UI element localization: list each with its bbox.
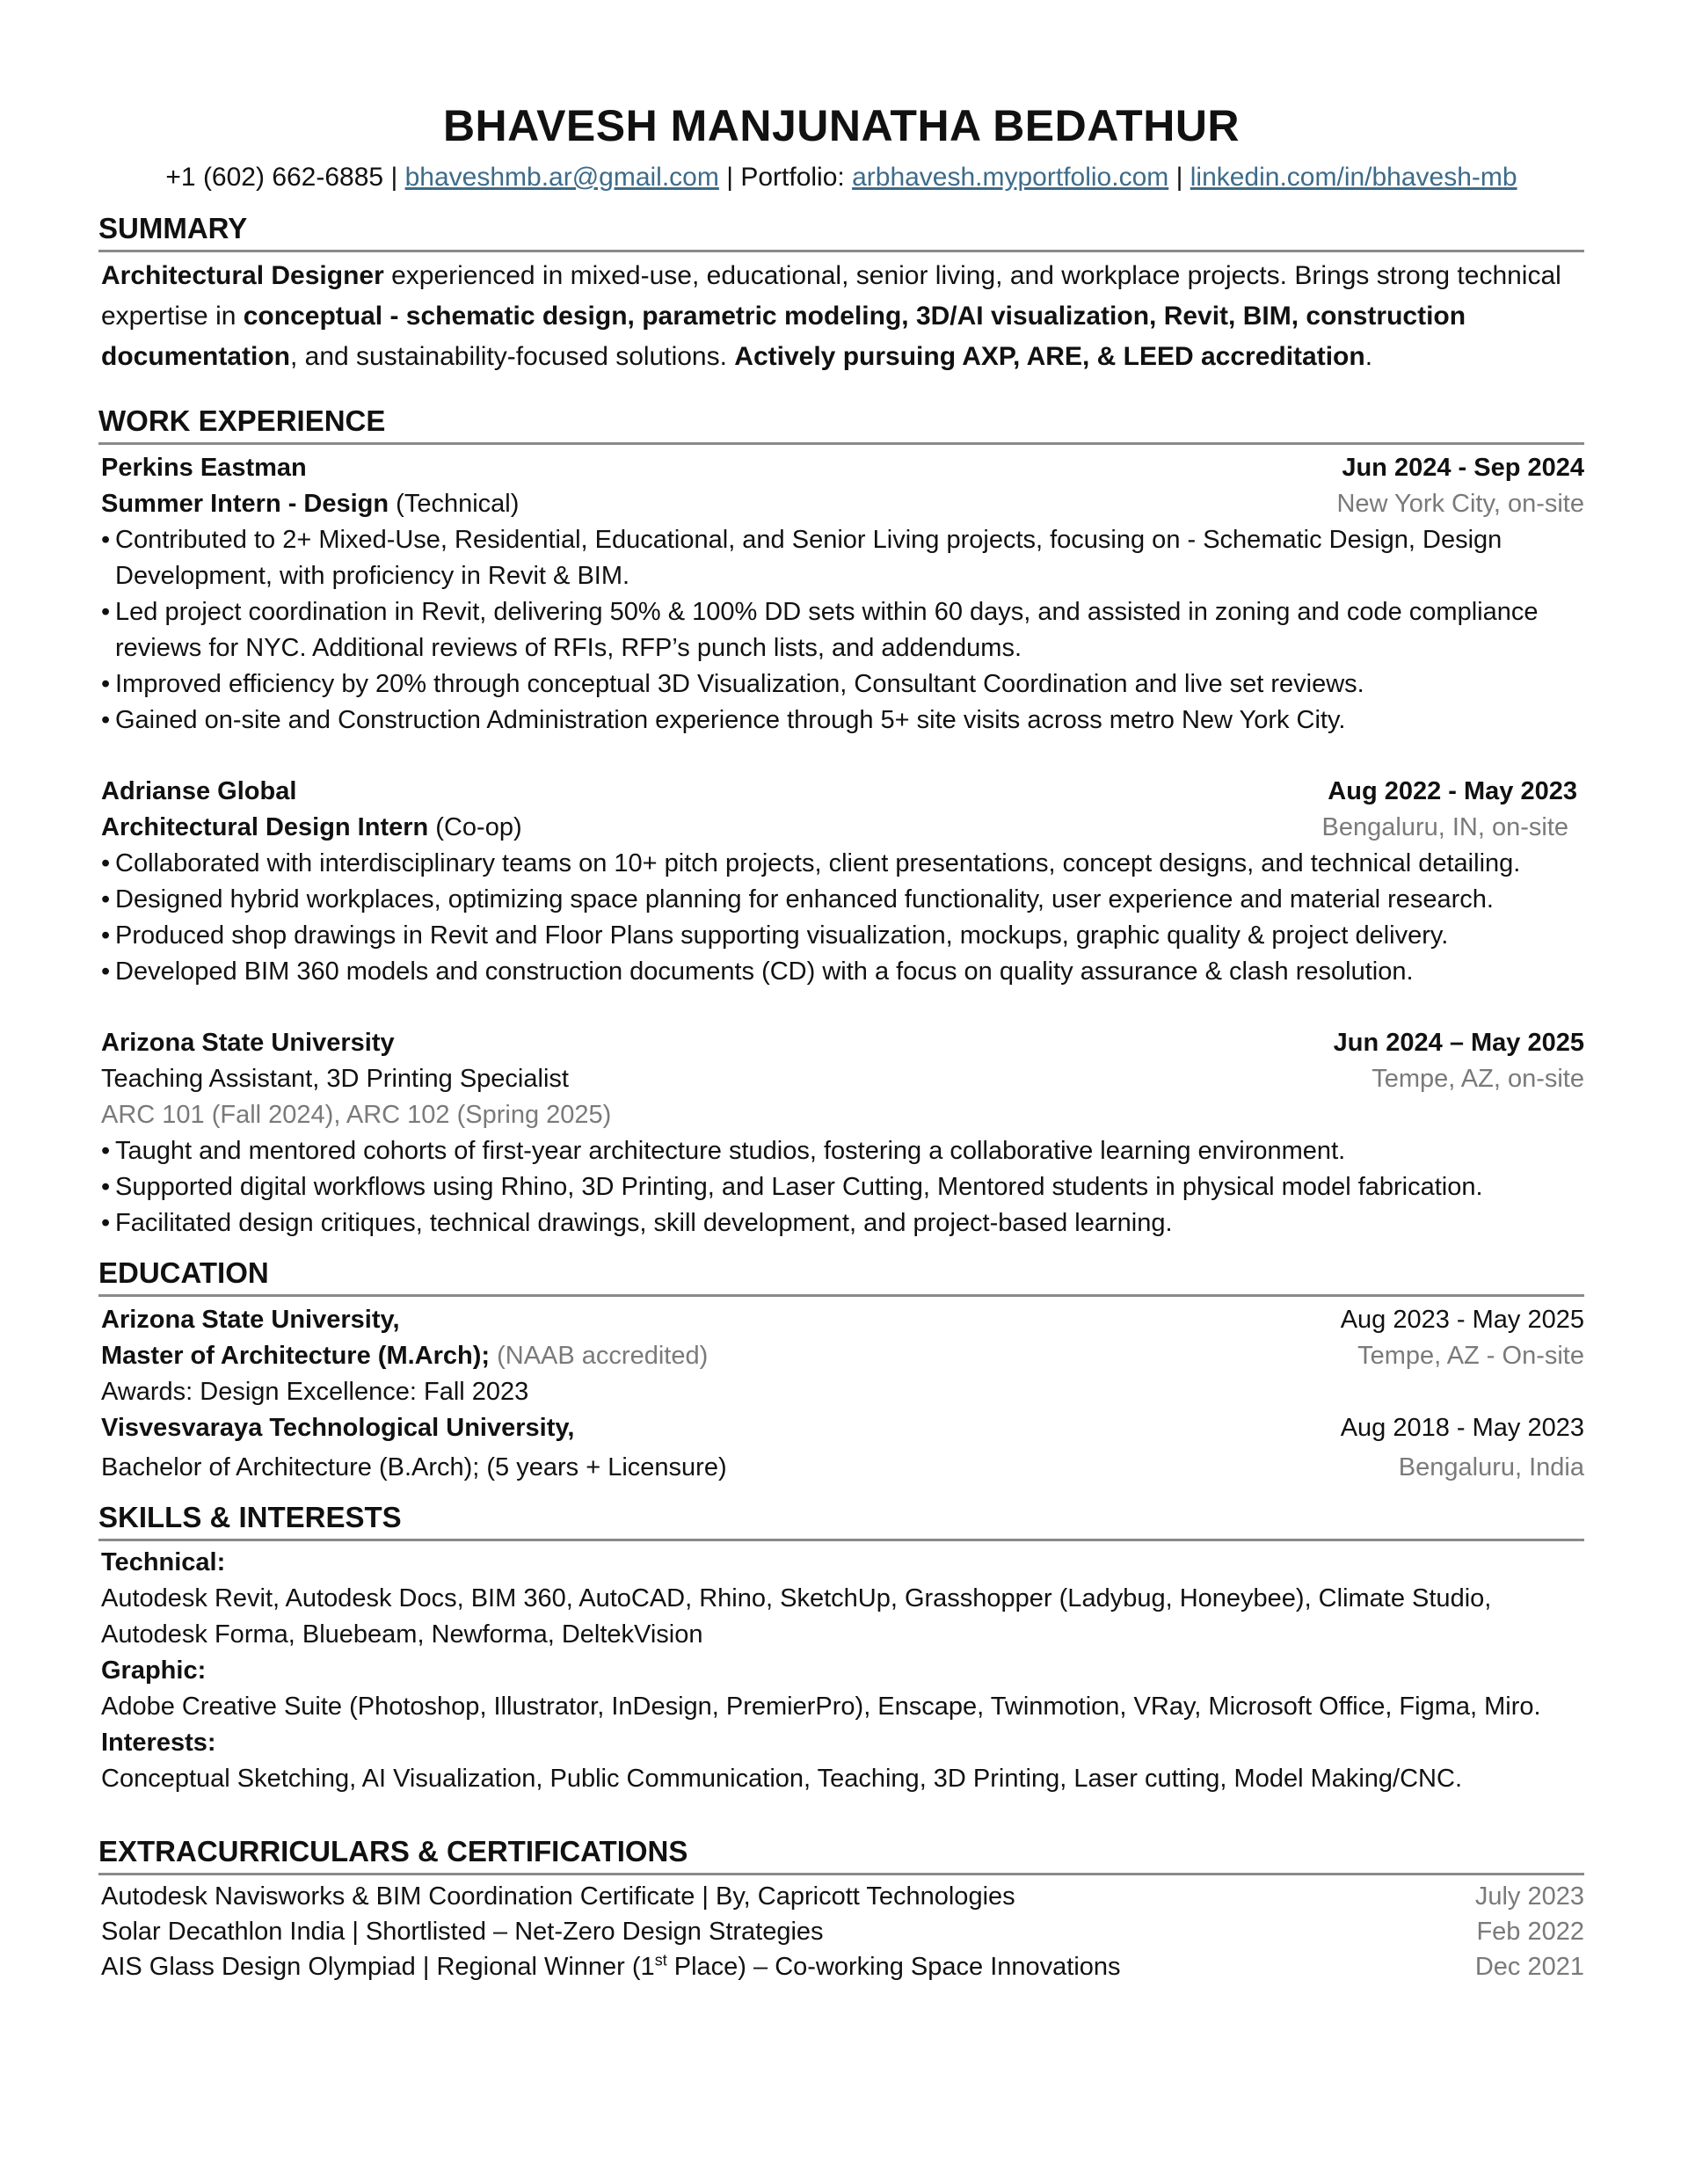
job-location: Bengaluru, IN, on-site <box>1321 813 1568 841</box>
ordinal-suffix: st <box>654 1951 667 1969</box>
job-role <box>101 810 522 846</box>
list-item: • Developed BIM 360 models and construction documents (CD) with a focus on quality assurance & clash resolution. <box>101 954 1584 990</box>
job-dates: Jun 2024 – May 2025 <box>1333 1029 1584 1057</box>
contact-line <box>98 158 1584 197</box>
awards: Awards: Design Excellence: Fall 2023 <box>101 1378 529 1406</box>
skills-label: Technical: <box>101 1548 226 1576</box>
certification-date: Feb 2022 <box>1476 1918 1584 1946</box>
job-perkins <box>98 450 1584 739</box>
summary-text: , and sustainability-focused solutions. <box>290 342 735 371</box>
company-name: Arizona State University <box>101 1029 395 1057</box>
list-item <box>101 1914 1584 1949</box>
summary-paragraph <box>98 256 1584 377</box>
job-location: Tempe, AZ, on-site <box>1372 1065 1584 1093</box>
certification-date: Dec 2021 <box>1474 1953 1584 1981</box>
separator: | <box>726 163 733 192</box>
role-type: (Technical) <box>389 490 520 518</box>
job-bullets <box>101 846 1584 990</box>
list-item: • Taught and mentored cohorts of first-year architecture studios, fostering a collaborative learning environment. <box>101 1133 1584 1169</box>
school-location: Bengaluru, India <box>1398 1453 1584 1481</box>
school-location: Tempe, AZ - On-site <box>1357 1342 1584 1370</box>
linkedin-link[interactable]: linkedin.com/in/bhavesh-mb <box>1190 163 1517 192</box>
school-name: Visvesvaraya Technological University, <box>101 1414 575 1442</box>
education-list <box>98 1302 1584 1486</box>
skills-label: Interests: <box>101 1729 216 1757</box>
summary-heading: SUMMARY <box>98 209 1584 252</box>
courses: ARC 101 (Fall 2024), ARC 102 (Spring 2025) <box>101 1101 612 1129</box>
list-item: • Designed hybrid workplaces, optimizing space planning for enhanced functionality, user experience and material research. <box>101 882 1584 918</box>
role-title: Architectural Design Intern <box>101 813 429 841</box>
summary-text: Actively pursuing AXP, ARE, & LEED accreditation <box>734 342 1365 371</box>
candidate-name: BHAVESH MANJUNATHA BEDATHUR <box>442 101 1241 150</box>
separator: | <box>1175 163 1183 192</box>
course-list <box>101 1097 1584 1133</box>
list-item: • Supported digital workflows using Rhino, 3D Printing, and Laser Cutting, Mentored students in physical model fabrication. <box>101 1169 1584 1205</box>
summary-text: . <box>1364 342 1373 371</box>
separator: | <box>390 163 398 192</box>
certification-text: AIS Glass Design Olympiad | Regional Winner (1 <box>101 1953 655 1981</box>
job-bullets <box>101 522 1584 739</box>
job-role-row <box>101 1061 1584 1097</box>
job-role-row <box>101 810 1584 846</box>
company-name: Perkins Eastman <box>101 454 307 482</box>
portfolio-label: Portfolio: <box>740 163 845 192</box>
job-role-row <box>101 486 1584 522</box>
phone-number: +1 (602) 662-6885 <box>165 163 384 192</box>
role-type: (Co-op) <box>428 813 522 841</box>
school-name: Arizona State University, <box>101 1306 400 1334</box>
education-row <box>101 1302 1584 1338</box>
certification: Autodesk Navisworks & BIM Coordination Certificate | By, Capricott Technologies <box>101 1882 1015 1911</box>
summary-text: Architectural Designer <box>101 261 384 290</box>
job-asu <box>98 1025 1584 1241</box>
list-item <box>101 1879 1584 1914</box>
list-item: • Produced shop drawings in Revit and Floor Plans supporting visualization, mockups, graphic quality & project delivery. <box>101 918 1584 954</box>
job-header <box>101 450 1584 486</box>
education-heading: EDUCATION <box>98 1254 1584 1297</box>
degree: Bachelor of Architecture (B.Arch); (5 years + Licensure) <box>101 1453 727 1481</box>
summary-text: conceptual - schematic design, parametric modeling, 3D/AI visualization, Revit, BIM, construction documentation <box>101 302 1466 371</box>
list-item <box>101 1949 1584 1984</box>
list-item: • Collaborated with interdisciplinary teams on 10+ pitch projects, client presentations, concept designs, and technical detailing. <box>101 846 1584 882</box>
certification <box>101 1949 1121 1984</box>
job-adrianse <box>98 774 1584 990</box>
skills-technical: Autodesk Revit, Autodesk Docs, BIM 360, AutoCAD, Rhino, SketchUp, Grasshopper (Ladybug, Honeybee), Climate Studio, Autodesk Forma, Bluebeam, Newforma, DeltekVision <box>101 1584 1492 1649</box>
job-role <box>101 486 519 522</box>
skills-heading: SKILLS & INTERESTS <box>98 1498 1584 1541</box>
certification-text: Place) – Co-working Space Innovations <box>666 1953 1121 1981</box>
job-dates: Jun 2024 - Sep 2024 <box>1342 454 1584 482</box>
company-name: Adrianse Global <box>101 777 297 805</box>
school-dates: Aug 2023 - May 2025 <box>1340 1306 1584 1334</box>
education-row <box>101 1374 1584 1410</box>
skills-list <box>98 1545 1584 1797</box>
certifications-list <box>98 1879 1584 1984</box>
job-bullets <box>101 1133 1584 1241</box>
list-item: • Led project coordination in Revit, delivering 50% & 100% DD sets within 60 days, and assisted in zoning and code compliance reviews for NYC. Additional reviews of RFIs, RFP’s punch lists, and addendums. <box>101 594 1584 666</box>
job-header <box>101 774 1584 810</box>
job-header <box>101 1025 1584 1061</box>
resume-page <box>98 97 1584 1984</box>
education-row <box>101 1450 1584 1486</box>
skills-interests: Conceptual Sketching, AI Visualization, Public Communication, Teaching, 3D Printing, Laser cutting, Model Making/CNC. <box>101 1765 1463 1793</box>
extras-heading: EXTRACURRICULARS & CERTIFICATIONS <box>98 1832 1584 1875</box>
degree-title: Master of Architecture (M.Arch); <box>101 1342 491 1370</box>
email-link[interactable]: bhaveshmb.ar@gmail.com <box>404 163 719 192</box>
education-row <box>101 1410 1584 1446</box>
school-dates: Aug 2018 - May 2023 <box>1340 1414 1584 1442</box>
skills-label: Graphic: <box>101 1656 207 1685</box>
list-item: • Contributed to 2+ Mixed-Use, Residential, Educational, and Senior Living projects, focusing on - Schematic Design, Design Development, with proficiency in Revit & BIM. <box>101 522 1584 594</box>
degree-note: (NAAB accredited) <box>490 1342 709 1370</box>
role-title: Summer Intern - Design <box>101 490 389 518</box>
degree <box>101 1338 708 1374</box>
work-heading: WORK EXPERIENCE <box>98 402 1584 445</box>
list-item: • Facilitated design critiques, technical drawings, skill development, and project-based learning. <box>101 1205 1584 1241</box>
education-row <box>101 1338 1584 1374</box>
list-item: • Gained on-site and Construction Administration experience through 5+ site visits across metro New York City. <box>101 703 1584 739</box>
list-item: • Improved efficiency by 20% through conceptual 3D Visualization, Consultant Coordination and live set reviews. <box>101 666 1584 703</box>
job-location: New York City, on-site <box>1336 490 1584 518</box>
certification: Solar Decathlon India | Shortlisted – Net-Zero Design Strategies <box>101 1918 824 1946</box>
certification-date: July 2023 <box>1474 1882 1584 1911</box>
portfolio-link[interactable]: arbhavesh.myportfolio.com <box>852 163 1169 192</box>
summary-text: experienced in mixed-use, educational, senior living, and workplace projects. Brings strong technical expertise in <box>101 261 1561 331</box>
skills-graphic: Adobe Creative Suite (Photoshop, Illustrator, InDesign, PremierPro), Enscape, Twinmotion, VRay, Microsoft Office, Figma, Miro. <box>101 1693 1541 1721</box>
job-dates: Aug 2022 - May 2023 <box>1328 777 1577 805</box>
job-role: Teaching Assistant, 3D Printing Specialist <box>101 1065 569 1093</box>
